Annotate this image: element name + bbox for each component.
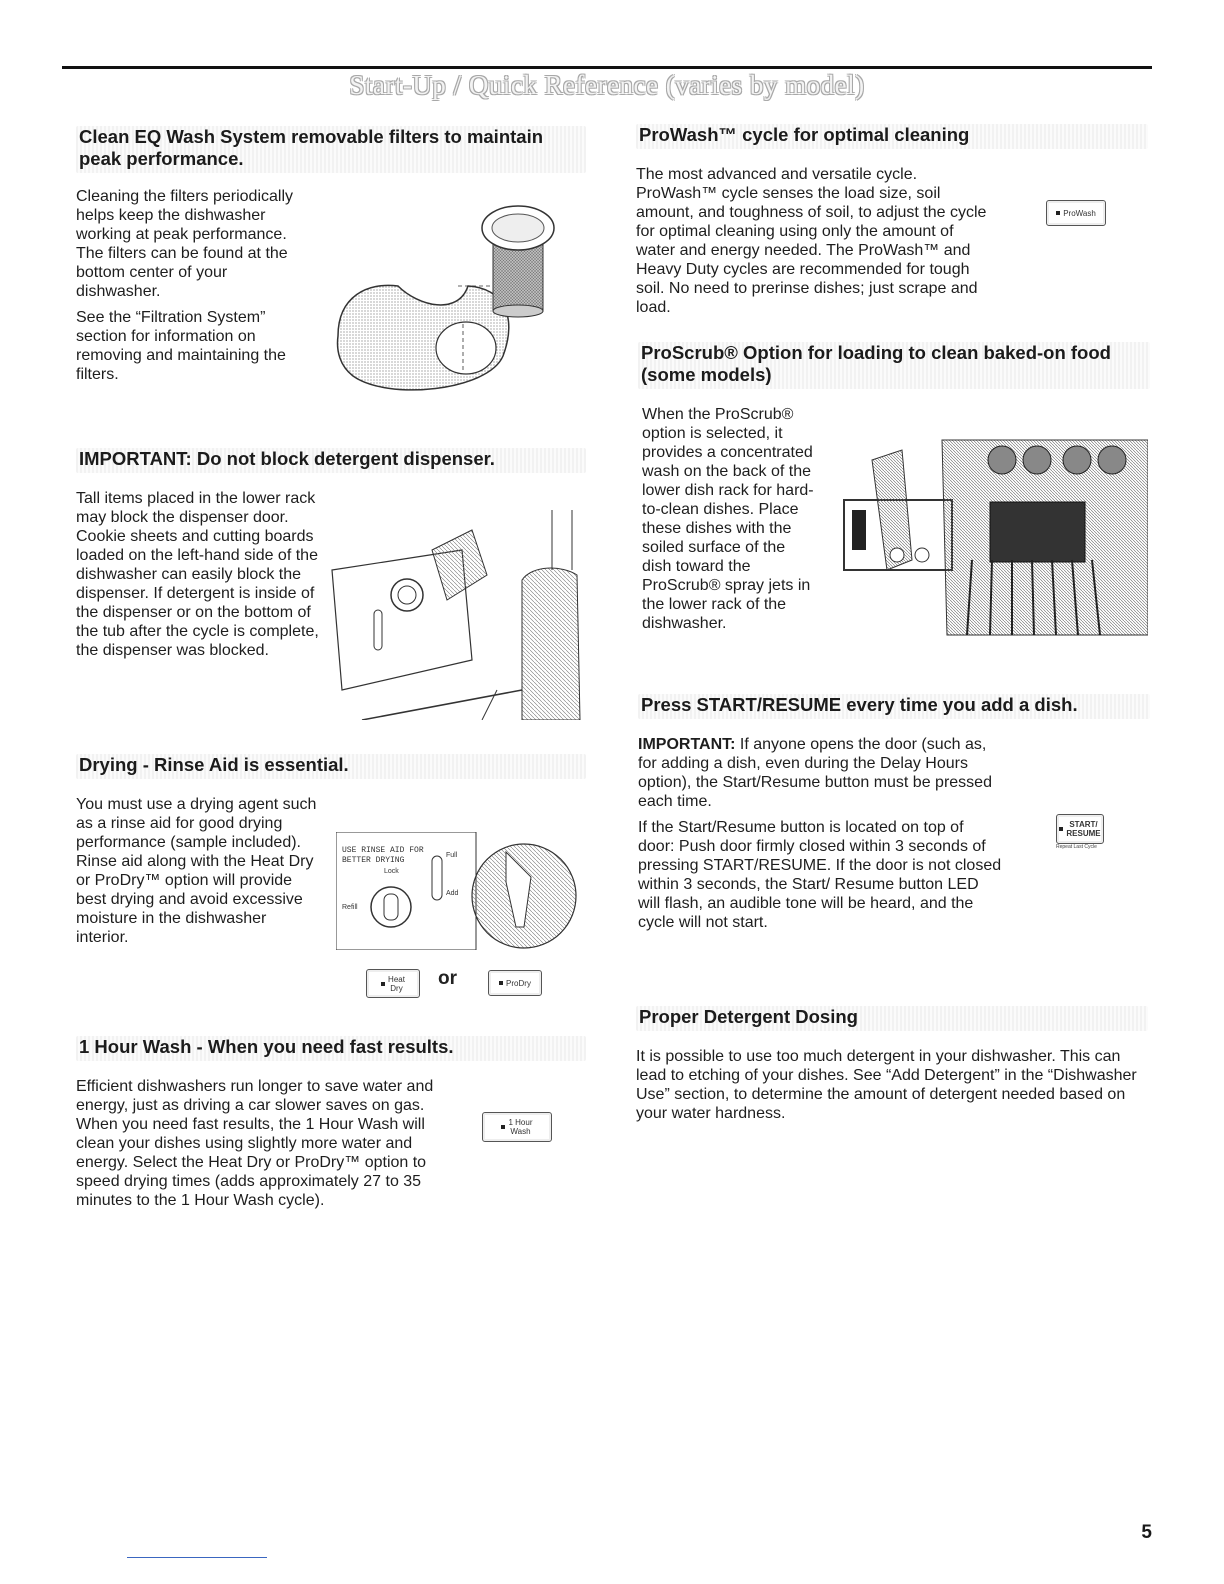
heat-dry-button: Heat Dry: [366, 969, 420, 998]
prowash-heading: ProWash™ cycle for optimal cleaning: [636, 124, 1148, 149]
filter-illustration: [328, 196, 558, 406]
proscrub-heading: ProScrub® Option for loading to clean baked-on food (some models): [638, 342, 1150, 389]
filters-paragraph-1: Cleaning the filters periodically helps keep the dishwasher working at peak performance. The filters can be found at the bottom center of your dishwasher.: [76, 188, 293, 300]
prowash-button: ProWash: [1046, 200, 1106, 226]
dosing-heading: Proper Detergent Dosing: [636, 1006, 1148, 1031]
filters-heading: Clean EQ Wash System removable filters to maintain peak performance.: [76, 126, 586, 173]
filters-paragraph-2: See the “Filtration System” section for information on removing and maintaining the filters.: [76, 309, 286, 383]
lock-label: Lock: [384, 868, 399, 875]
refill-label: Refill: [342, 904, 358, 911]
proscrub-rack-illustration: [842, 420, 1148, 640]
drying-paragraph: You must use a drying agent such as a rinse aid for good drying performance (sample included). Rinse aid along with the Heat Dry or ProDry™ option will provide best drying and avoid excessive moisture in the dishwasher interior.: [76, 796, 317, 946]
detergent-block-heading: IMPORTANT: Do not block detergent dispenser.: [76, 448, 586, 473]
full-label: Full: [446, 852, 458, 859]
start-resume-paragraph-2: If the Start/Resume button is located on top of door: Push door firmly closed within 3 seconds of pressing START/RESUME. If the door is not closed within 3 seconds, the Start/ Resume button LED will flash, an audible tone will be heard, and the cycle will not start.: [638, 819, 1002, 931]
prodry-button: ProDry: [488, 970, 542, 996]
rinse-aid-dispenser-text: USE RINSE AID FOR BETTER DRYING: [342, 846, 424, 865]
detergent-block-paragraph: Tall items placed in the lower rack may block the dispenser door. Cookie sheets and cutting boards loaded on the left-hand side of the dishwasher can easily block the dispenser. If detergent is inside of the dispenser or on the bottom of the tub after the cycle is complete, the dispenser was blocked.: [76, 490, 319, 659]
repeat-last-cycle-caption: Repeat Last Cycle: [1056, 844, 1097, 850]
dosing-paragraph: It is possible to use too much detergent in your dishwasher. This can lead to etching of your dishes. See “Add Detergent” in the “Dishwasher Use” section, to determine the amount of detergent needed based on your water hardness.: [636, 1048, 1137, 1122]
start-resume-button: START/ RESUME: [1056, 814, 1104, 844]
hour-wash-heading: 1 Hour Wash - When you need fast results.: [76, 1036, 586, 1061]
header-rule: [62, 66, 1152, 69]
dispenser-illustration: [322, 510, 582, 720]
or-label: or: [438, 968, 457, 989]
page-title: Start-Up / Quick Reference (varies by model): [349, 70, 865, 100]
footer-line: [127, 1557, 267, 1558]
page-number: 5: [1141, 1522, 1152, 1543]
start-resume-heading: Press START/RESUME every time you add a dish.: [638, 694, 1150, 719]
drying-heading: Drying - Rinse Aid is essential.: [76, 754, 586, 779]
dosing-section: [636, 1006, 1148, 1130]
prowash-paragraph: The most advanced and versatile cycle. ProWash™ cycle senses the load size, soil amount, and toughness of soil, to adjust the cycle for optimal cleaning using only the amount of water and energy needed. The ProWash™ and Heavy Duty cycles are recommended for tough soil. No need to prerinse dishes; just scrape and load.: [636, 166, 987, 316]
one-hour-wash-button: 1 Hour Wash: [482, 1112, 552, 1142]
add-label: Add: [446, 890, 459, 897]
rinse-aid-illustration: [336, 832, 580, 950]
start-resume-paragraph-1: IMPORTANT: If anyone opens the door (such as, for adding a dish, even during the Delay Hours option), the Start/Resume button must be pressed each time.: [638, 736, 992, 810]
proscrub-paragraph: When the ProScrub® option is selected, it provides a concentrated wash on the back of the lower dish rack for hard-to-clean dishes. Place these dishes with the soiled surface of the dish toward the ProScrub® spray jets in the lower rack of the dishwasher.: [642, 406, 814, 632]
hour-wash-paragraph: Efficient dishwashers run longer to save water and energy, just as driving a car slower saves on gas. When you need fast results, the 1 Hour Wash will clean your dishes using slightly more water and energy. Select the Heat Dry or ProDry™ option to speed drying times (adds approximately 27 to 35 minutes to the 1 Hour Wash cycle).: [76, 1078, 434, 1209]
